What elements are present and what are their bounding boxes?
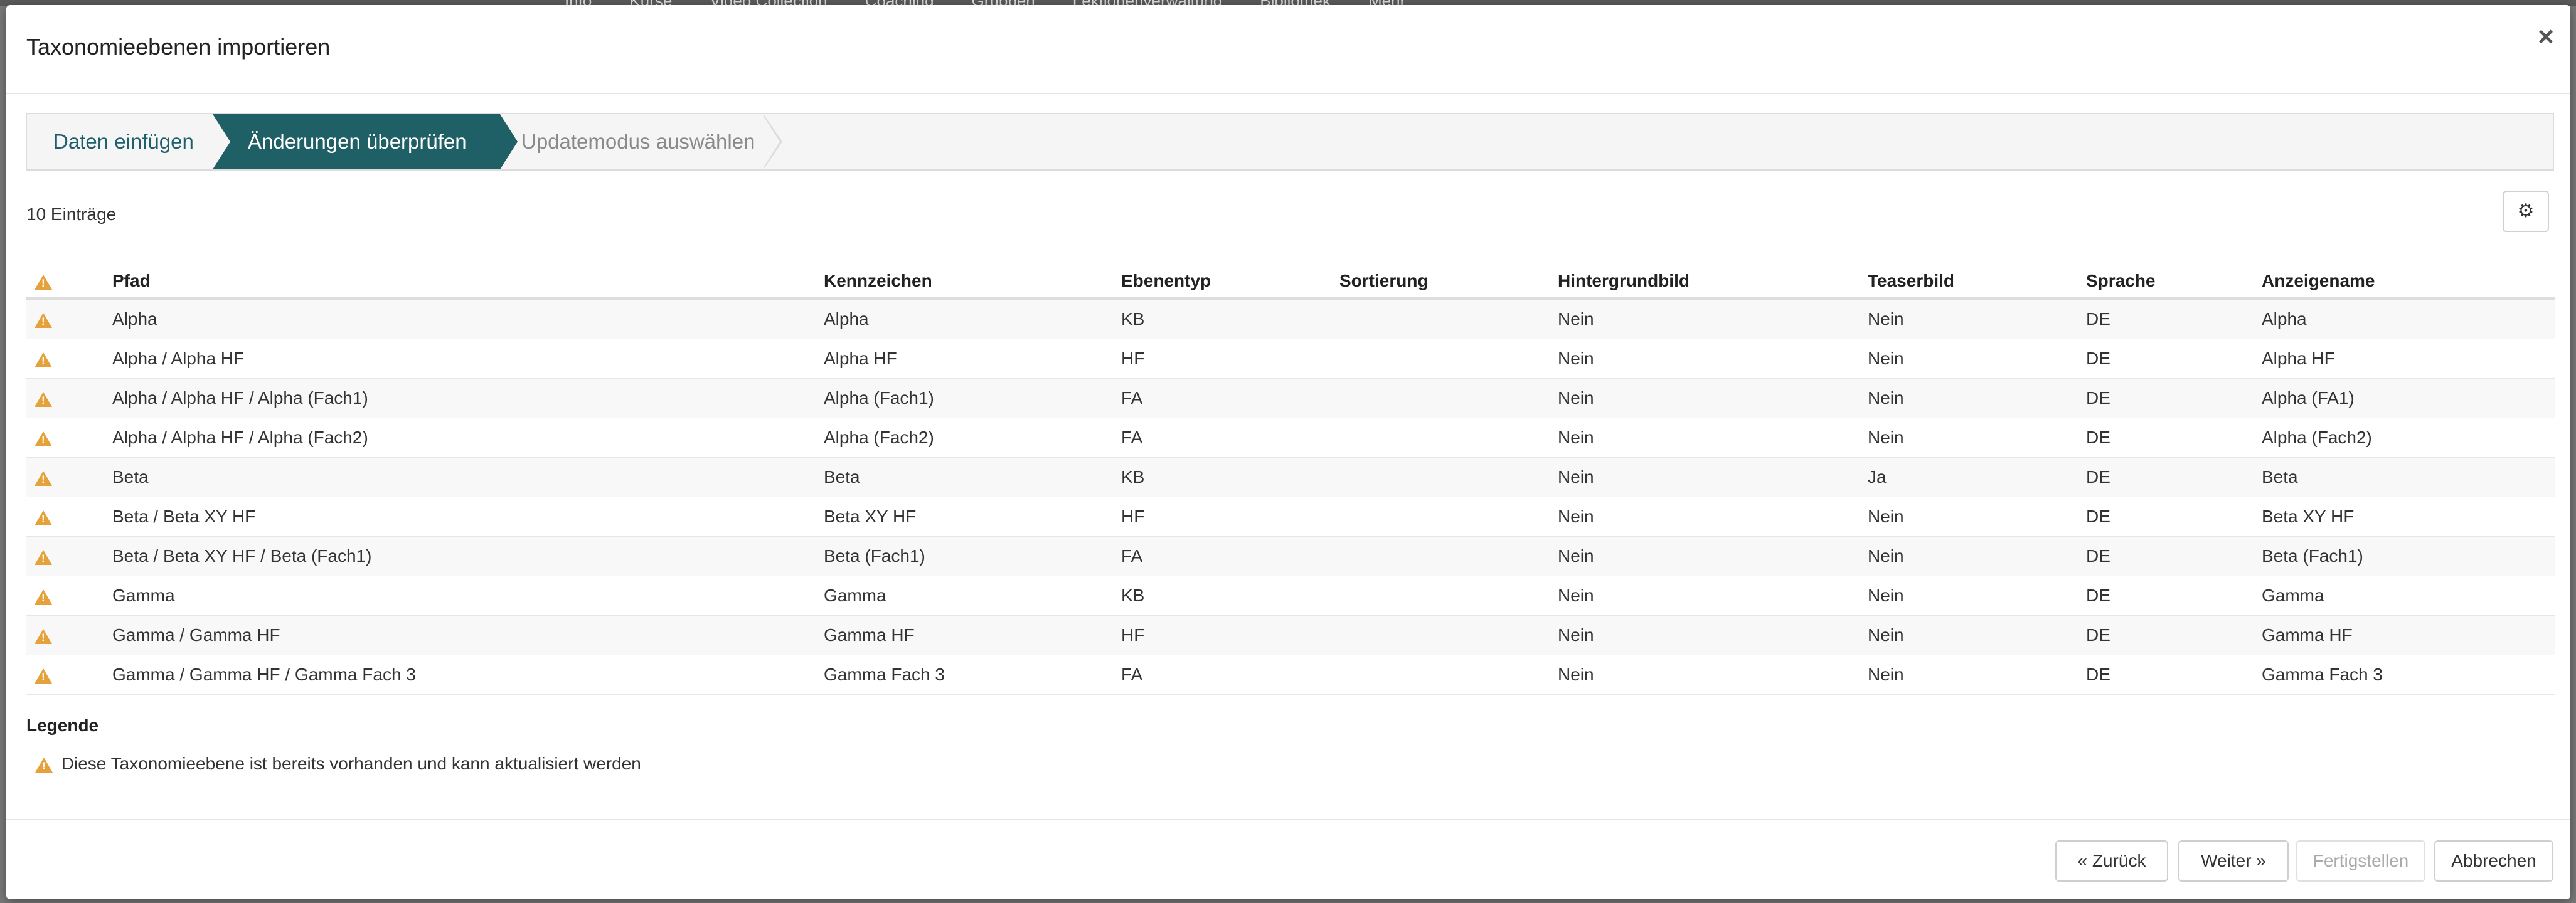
warning-icon [35, 550, 52, 565]
warning-icon [35, 313, 52, 328]
column-header-anzeigename[interactable]: Anzeigename [2261, 265, 2555, 298]
cell-pfad: Gamma / Gamma HF [112, 616, 823, 655]
step-arrow [500, 114, 518, 169]
table-row [26, 379, 2555, 418]
cell-anzeigename: Alpha HF [2261, 339, 2555, 379]
table-header-row [26, 265, 2555, 298]
cell-pfad: Alpha / Alpha HF / Alpha (Fach1) [112, 379, 823, 418]
cell-ebenentyp: HF [1120, 497, 1339, 537]
warning-icon [35, 352, 52, 367]
cell-sortierung [1339, 497, 1557, 537]
footer-divider [6, 819, 2570, 820]
warning-icon [35, 275, 52, 290]
cell-pfad: Beta / Beta XY HF [112, 497, 823, 537]
gear-icon: ⚙ [2517, 201, 2535, 221]
cell-anzeigename: Beta XY HF [2261, 497, 2555, 537]
cell-sprache: DE [2085, 655, 2261, 695]
cell-teaserbild: Nein [1867, 655, 2085, 695]
cell-pfad: Beta [112, 458, 823, 497]
table-settings-button[interactable] [2503, 191, 2549, 232]
cell-teaserbild: Nein [1867, 418, 2085, 458]
cell-anzeigename: Alpha (FA1) [2261, 379, 2555, 418]
cell-kennzeichen: Alpha (Fach1) [823, 379, 1120, 418]
cell-anzeigename: Beta (Fach1) [2261, 537, 2555, 576]
cell-kennzeichen: Alpha HF [823, 339, 1120, 379]
status-column-header [26, 265, 112, 298]
cell-kennzeichen: Gamma Fach 3 [823, 655, 1120, 695]
entry-count: 10 Einträge [26, 204, 117, 224]
cell-hintergrundbild: Nein [1557, 458, 1867, 497]
cancel-button[interactable]: Abbrechen [2434, 840, 2553, 882]
wizard-step-aenderungen-ueberpruefen[interactable] [213, 114, 500, 169]
cell-kennzeichen: Gamma [823, 576, 1120, 616]
cell-sortierung [1339, 537, 1557, 576]
cell-teaserbild: Nein [1867, 537, 2085, 576]
dialog-title: Taxonomieebenen importieren [26, 34, 331, 60]
cell-ebenentyp: FA [1120, 537, 1339, 576]
column-header-hintergrundbild[interactable]: Hintergrundbild [1557, 265, 1867, 298]
cell-hintergrundbild: Nein [1557, 339, 1867, 379]
wizard-step-label: Updatemodus auswählen [521, 130, 755, 153]
cell-sortierung [1339, 379, 1557, 418]
cell-sprache: DE [2085, 298, 2261, 339]
table-row [26, 298, 2555, 339]
wizard-step-updatemodus-auswaehlen[interactable] [500, 114, 764, 169]
changes-table [26, 265, 2555, 695]
column-header-sprache[interactable]: Sprache [2085, 265, 2261, 298]
warning-icon [35, 629, 52, 644]
column-header-ebenentyp[interactable]: Ebenentyp [1120, 265, 1339, 298]
cell-ebenentyp: KB [1120, 458, 1339, 497]
cell-ebenentyp: FA [1120, 418, 1339, 458]
cell-sprache: DE [2085, 497, 2261, 537]
cell-anzeigename: Gamma HF [2261, 616, 2555, 655]
cell-sortierung [1339, 576, 1557, 616]
table-row [26, 339, 2555, 379]
warning-icon [35, 510, 52, 525]
cell-sprache: DE [2085, 339, 2261, 379]
cell-hintergrundbild: Nein [1557, 576, 1867, 616]
table-row [26, 458, 2555, 497]
cell-hintergrundbild: Nein [1557, 298, 1867, 339]
cell-sprache: DE [2085, 418, 2261, 458]
cell-pfad: Alpha [112, 298, 823, 339]
cell-anzeigename: Beta [2261, 458, 2555, 497]
cell-sprache: DE [2085, 616, 2261, 655]
step-arrow [762, 114, 780, 169]
cell-pfad: Alpha / Alpha HF / Alpha (Fach2) [112, 418, 823, 458]
cell-hintergrundbild: Nein [1557, 655, 1867, 695]
dialog-header [6, 5, 2570, 94]
legend-text: Diese Taxonomieebene ist bereits vorhanden und kann aktualisiert werden [61, 754, 641, 773]
cell-teaserbild: Nein [1867, 298, 2085, 339]
cell-teaserbild: Nein [1867, 379, 2085, 418]
cell-teaserbild: Ja [1867, 458, 2085, 497]
finish-button[interactable]: Fertigstellen [2296, 840, 2425, 882]
table-row [26, 418, 2555, 458]
cell-hintergrundbild: Nein [1557, 418, 1867, 458]
cell-sortierung [1339, 655, 1557, 695]
wizard-steps [26, 113, 2554, 171]
import-dialog [6, 5, 2570, 899]
cell-teaserbild: Nein [1867, 497, 2085, 537]
cell-teaserbild: Nein [1867, 616, 2085, 655]
legend-title: Legende [26, 716, 99, 735]
cell-ebenentyp: KB [1120, 576, 1339, 616]
table-row [26, 497, 2555, 537]
cell-pfad: Gamma [112, 576, 823, 616]
column-header-kennzeichen[interactable]: Kennzeichen [823, 265, 1120, 298]
warning-icon [35, 392, 52, 407]
cell-sortierung [1339, 418, 1557, 458]
wizard-step-daten-einfuegen[interactable] [27, 114, 213, 169]
close-icon[interactable]: × [2538, 21, 2554, 52]
cell-anzeigename: Alpha (Fach2) [2261, 418, 2555, 458]
table-row [26, 537, 2555, 576]
table-row [26, 576, 2555, 616]
cell-pfad: Alpha / Alpha HF [112, 339, 823, 379]
warning-icon [35, 471, 52, 486]
back-button[interactable]: « Zurück [2055, 840, 2168, 882]
wizard-step-label: Änderungen überprüfen [248, 130, 467, 153]
column-header-sortierung[interactable]: Sortierung [1339, 265, 1557, 298]
cell-ebenentyp: KB [1120, 298, 1339, 339]
cell-sortierung [1339, 339, 1557, 379]
step-separator [213, 114, 230, 169]
cell-hintergrundbild: Nein [1557, 379, 1867, 418]
cell-ebenentyp: FA [1120, 379, 1339, 418]
cell-anzeigename: Gamma Fach 3 [2261, 655, 2555, 695]
cell-sprache: DE [2085, 458, 2261, 497]
cell-kennzeichen: Beta XY HF [823, 497, 1120, 537]
cell-hintergrundbild: Nein [1557, 537, 1867, 576]
cell-hintergrundbild: Nein [1557, 497, 1867, 537]
legend-item [26, 754, 641, 774]
cell-pfad: Gamma / Gamma HF / Gamma Fach 3 [112, 655, 823, 695]
cell-teaserbild: Nein [1867, 576, 2085, 616]
cell-hintergrundbild: Nein [1557, 616, 1867, 655]
cell-ebenentyp: HF [1120, 339, 1339, 379]
cell-teaserbild: Nein [1867, 339, 2085, 379]
wizard-step-label: Daten einfügen [53, 130, 194, 153]
cell-sprache: DE [2085, 379, 2261, 418]
column-header-teaserbild[interactable]: Teaserbild [1867, 265, 2085, 298]
table-row [26, 616, 2555, 655]
cell-sortierung [1339, 616, 1557, 655]
cell-sortierung [1339, 298, 1557, 339]
warning-icon [35, 431, 52, 446]
next-button[interactable]: Weiter » [2178, 840, 2289, 882]
cell-sortierung [1339, 458, 1557, 497]
warning-icon [35, 589, 52, 605]
table-row [26, 655, 2555, 695]
column-header-pfad[interactable]: Pfad [112, 265, 823, 298]
cell-sprache: DE [2085, 576, 2261, 616]
cell-pfad: Beta / Beta XY HF / Beta (Fach1) [112, 537, 823, 576]
cell-anzeigename: Alpha [2261, 298, 2555, 339]
cell-ebenentyp: FA [1120, 655, 1339, 695]
cell-sprache: DE [2085, 537, 2261, 576]
cell-kennzeichen: Alpha [823, 298, 1120, 339]
cell-kennzeichen: Alpha (Fach2) [823, 418, 1120, 458]
cell-kennzeichen: Beta (Fach1) [823, 537, 1120, 576]
cell-ebenentyp: HF [1120, 616, 1339, 655]
cell-kennzeichen: Gamma HF [823, 616, 1120, 655]
warning-icon [35, 758, 53, 773]
cell-kennzeichen: Beta [823, 458, 1120, 497]
warning-icon [35, 668, 52, 684]
cell-anzeigename: Gamma [2261, 576, 2555, 616]
